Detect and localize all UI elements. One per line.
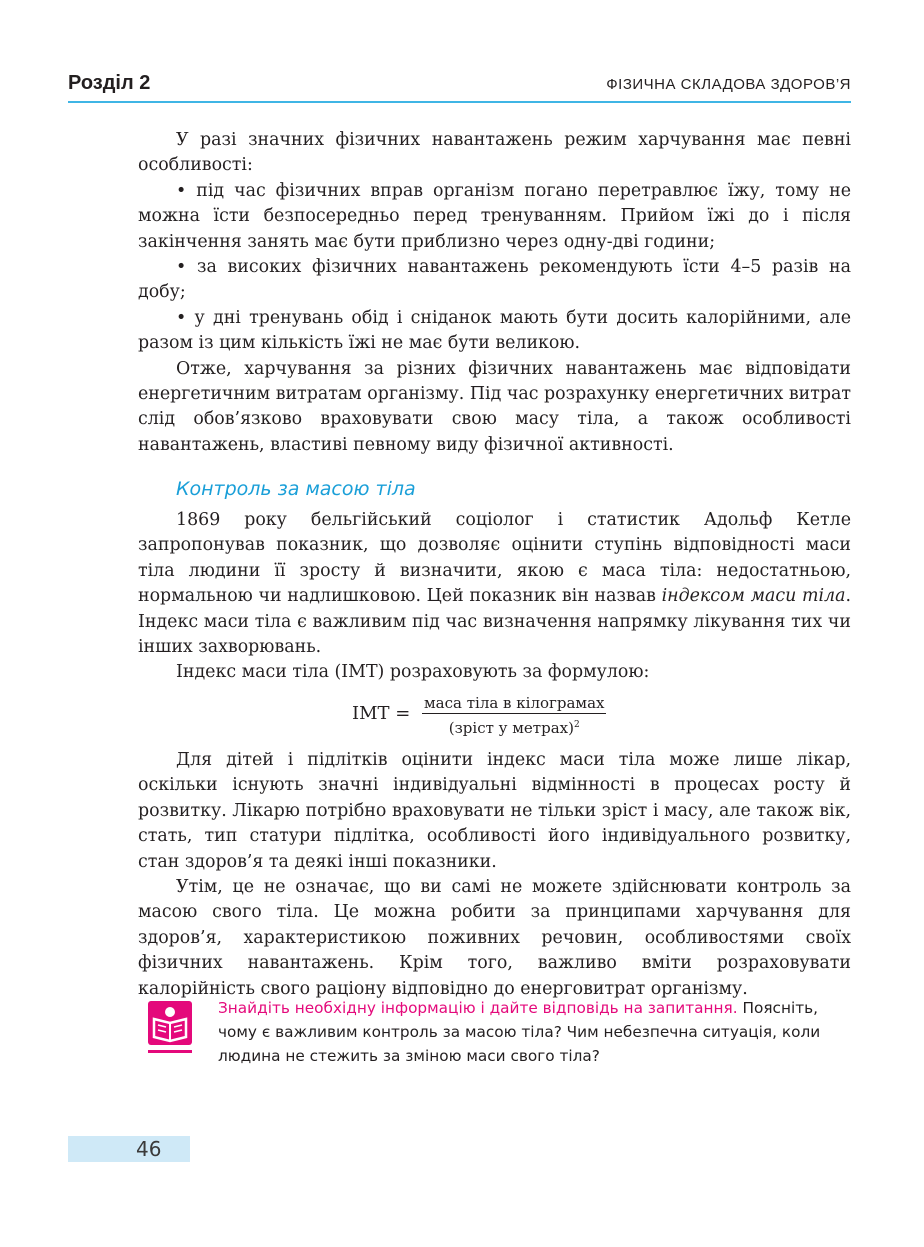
section-text-continued — [138, 748, 851, 1002]
running-title: ФІЗИЧНА СКЛАДОВА ЗДОРОВ’Я — [606, 76, 851, 93]
formula-exponent: 2 — [573, 720, 580, 730]
page-header — [68, 70, 851, 100]
task-icon-underline — [148, 1050, 192, 1053]
header-rule — [68, 101, 851, 103]
paragraph: Для дітей і підлітків оцінити індекс маси тіла може лише лікар, оскільки існують значні індивідуальні відмінності в процесах росту й розвитку. Лікарю потрібно враховувати не тільки зріст і масу, але також вік, стать, тип статури підлітка, особливості його індивідуального розвитку, стан здоров’я та деякі інші показники. — [138, 750, 851, 872]
bullet-dot-icon: • — [176, 180, 197, 201]
bullet-item — [138, 255, 851, 306]
reading-person-icon — [148, 1001, 192, 1045]
bullet-text: у дні тренувань обід і сніданок мають бути досить калорійними, але разом із цим кількість їжі не має бути великою. — [138, 307, 852, 354]
formula-lhs: ІМТ = — [352, 703, 411, 724]
intro-text — [138, 128, 851, 458]
formula-denominator-wrap — [422, 714, 606, 737]
bullet-text: за високих фізичних навантажень рекомендують їсти 4–5 разів на добу; — [138, 257, 851, 303]
formula-denominator: (зріст у метрах) — [448, 719, 574, 737]
task-question: Поясніть, чому є важливим контроль за масою тіла? Чим небезпечна ситуація, коли людина не стежить за зміною маси свого тіла? — [218, 999, 821, 1065]
paragraph-text: 1869 року бельгійський соціолог і статистик Адольф Кетле запропонував показник, що дозволяє оцінити ступінь відповідності маси тіла людини її зросту й визначити, якою є маса тіла: недостатньою, нормальною чи надлишковою. Цей показник він назвав — [138, 510, 851, 607]
bullet-dot-icon: • — [176, 257, 197, 278]
term-italic: індексом маси тіла — [661, 586, 846, 607]
task-lead: Знайдіть необхідну інформацію і дайте відповідь на запитання. — [218, 999, 738, 1017]
paragraph: Утім, це не означає, що ви самі не можете здійснювати контроль за масою свого тіла. Це можна робити за принципами харчування для здоров’я, характеристикою поживних речовин, особливостями своїх фізичних навантажень. Крім того, важливо вміти розраховувати калорійність свого раціону відповідно до енерговитрат організму. — [138, 877, 851, 999]
formula-numerator: маса тіла в кілограмах — [424, 694, 605, 712]
bullet-item — [138, 306, 851, 357]
paragraph — [138, 508, 851, 660]
section-heading: Контроль за масою тіла — [176, 478, 416, 500]
chapter-label: Розділ 2 — [68, 72, 151, 94]
formula-fraction — [422, 694, 606, 737]
page-number: 46 — [136, 1137, 162, 1161]
bullet-text: під час фізичних вправ організм погано перетравлює їжу, тому не можна їсти безпосередньо перед тренуванням. Прийом їжі до і після закінчення занять має бути приблизно через одну-дві години; — [138, 180, 851, 252]
paragraph: Отже, харчування за різних фізичних навантажень має відповідати енергетичним витратам організму. Під час розрахунку енергетичних витрат слід обов’язково враховувати свою масу тіла, а також особливості навантажень, властиві певному виду фізичної активності. — [138, 358, 851, 455]
bullet-dot-icon: • — [176, 307, 195, 328]
section-text — [138, 508, 851, 686]
page-number-box — [68, 1136, 190, 1162]
paragraph: Індекс маси тіла (ІМТ) розраховують за формулою: — [176, 662, 650, 683]
bullet-item — [138, 179, 851, 255]
paragraph: У разі значних фізичних навантажень режим харчування має певні особливості: — [138, 130, 851, 176]
task-block — [218, 996, 851, 1068]
paragraph-text: . Індекс маси тіла є важливим під час визначення напрямку лікування тих чи інших захворювань. — [138, 586, 851, 658]
